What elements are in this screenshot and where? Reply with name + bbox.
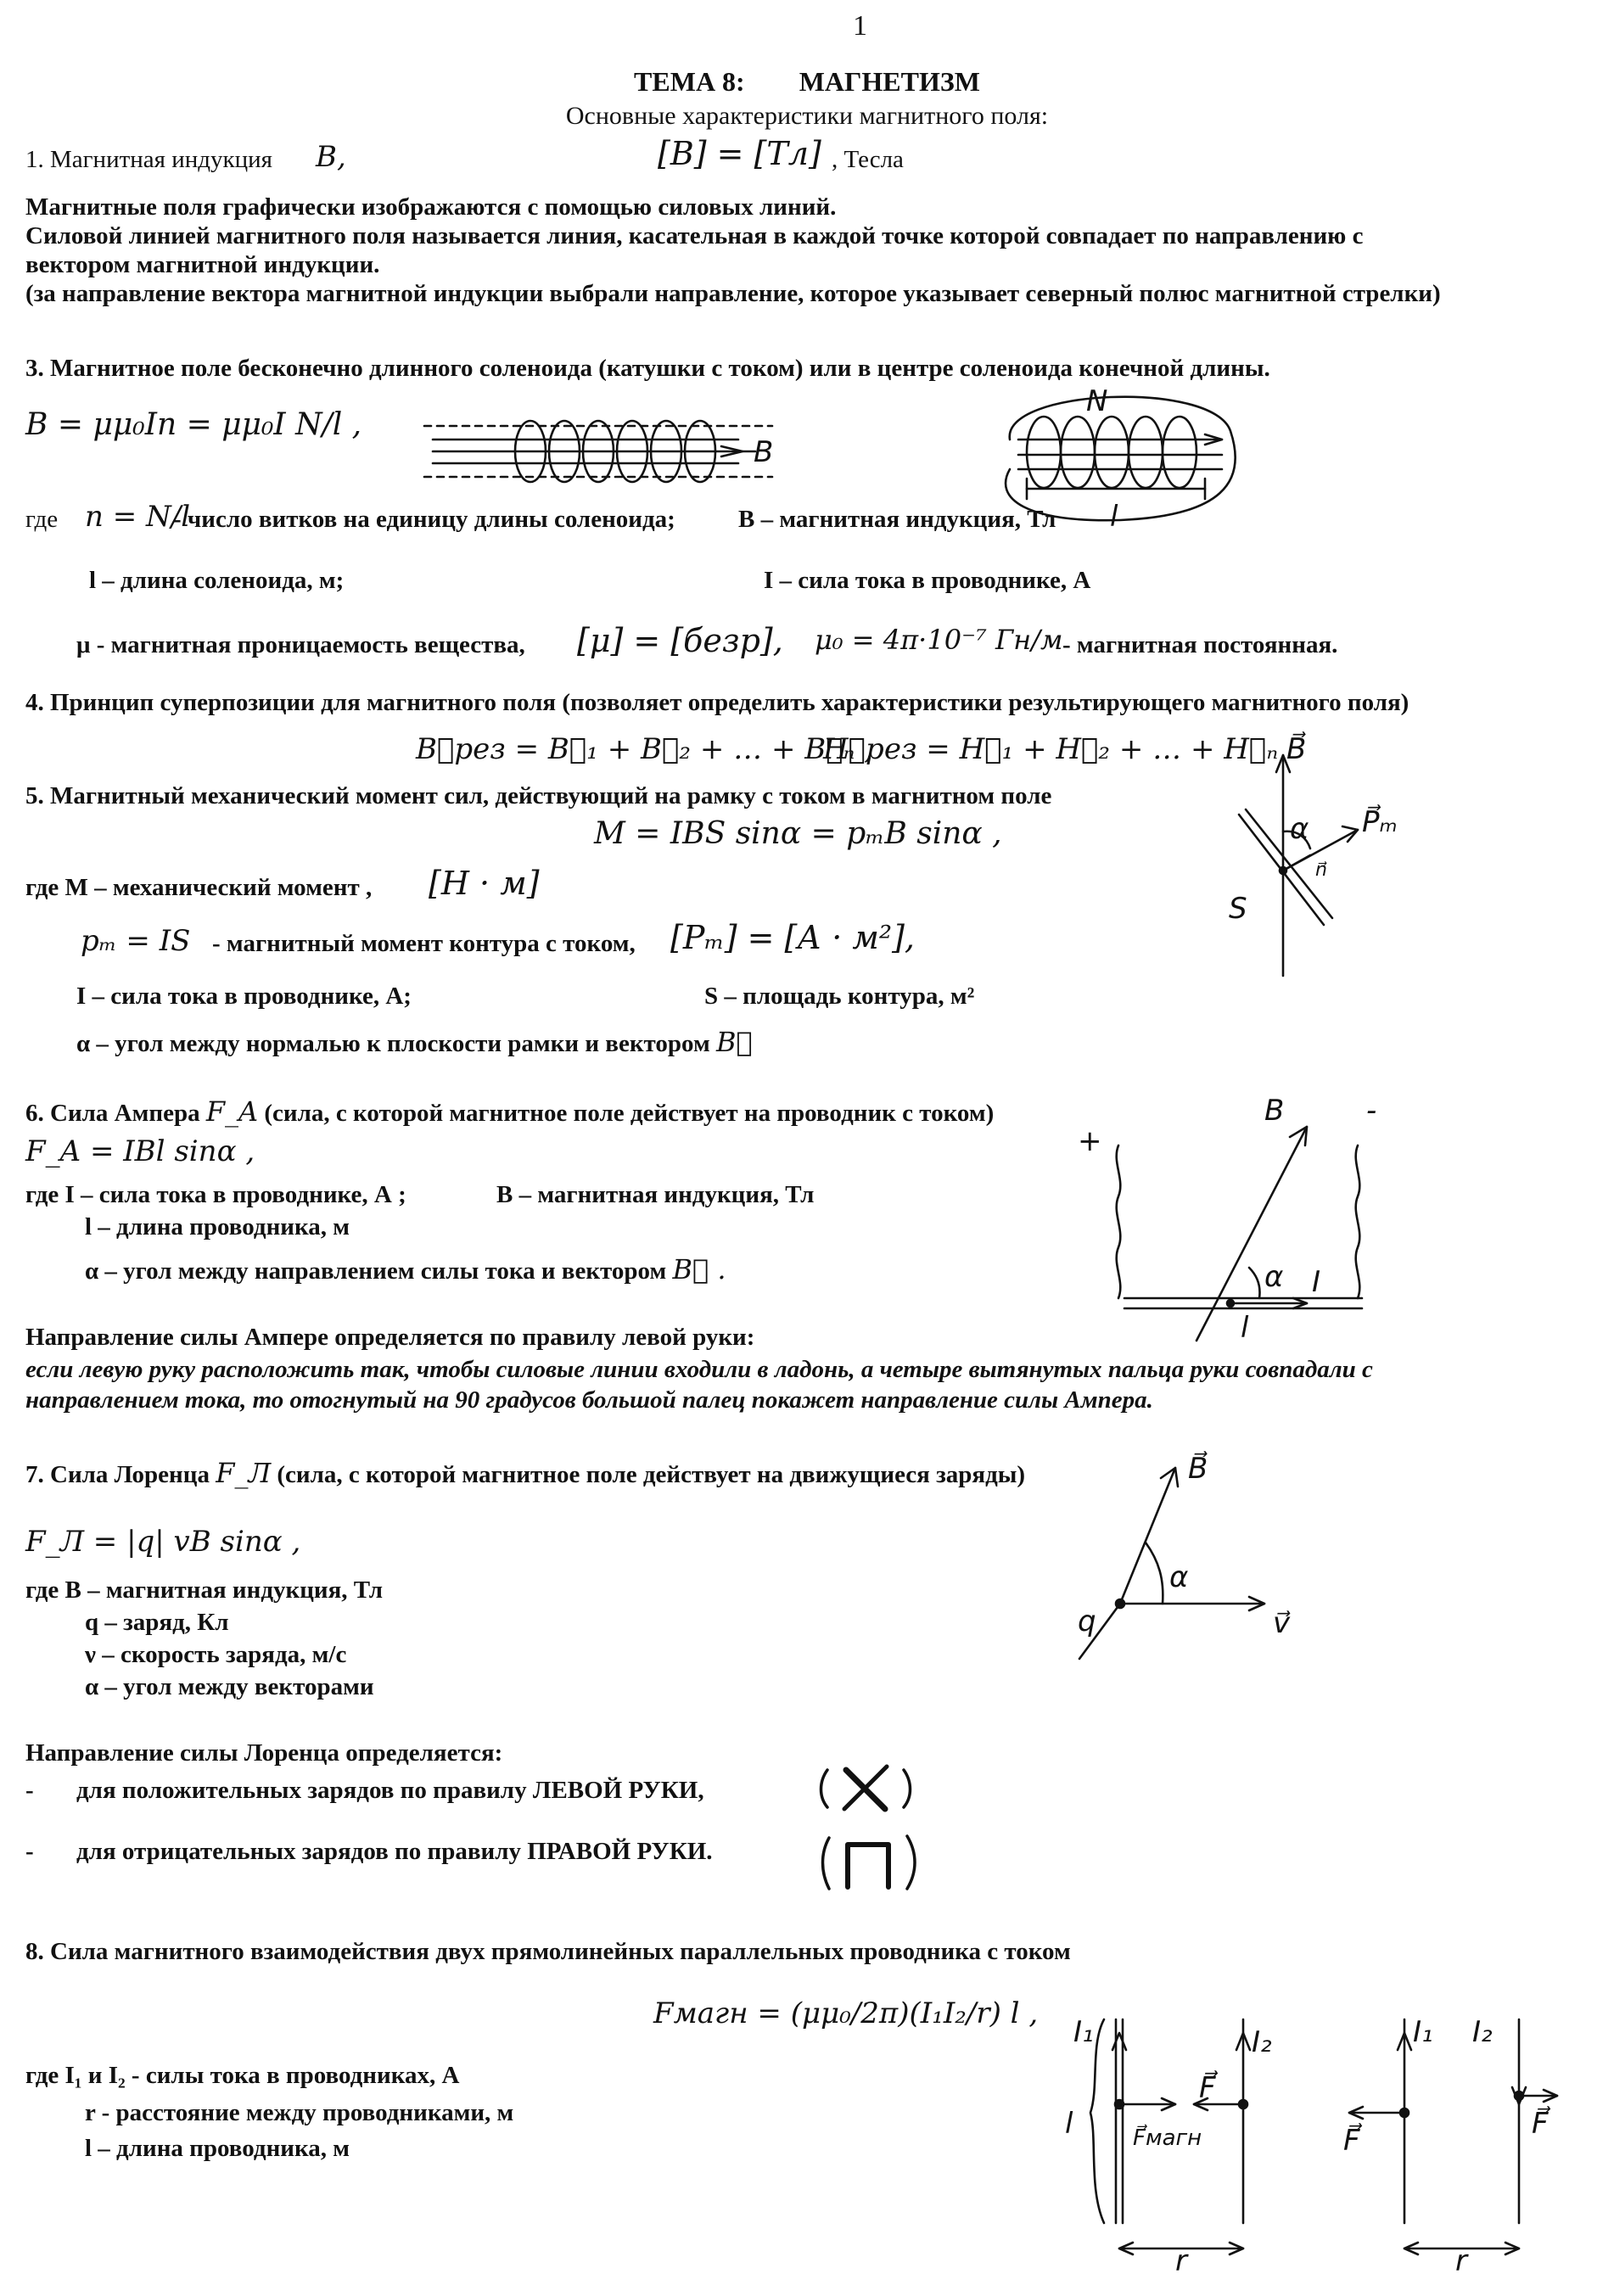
s6-heading-sym: F_A <box>205 1095 259 1128</box>
conductor2-f-left-label: F⃗ <box>1343 2124 1360 2158</box>
conductor1-i1-label: I₁ <box>1073 2015 1094 2049</box>
conductor1-l-label: l <box>1065 2107 1073 2141</box>
s5-s-def: S – площадь контура, м² <box>704 983 975 1010</box>
lorentz-q-label: q <box>1078 1604 1096 1638</box>
s6-heading-b: (сила, с которой магнитное поле действует на проводник с током) <box>264 1100 995 1127</box>
s3-b-def: B – магнитная индукция, Тл <box>738 506 1056 533</box>
s1-line1: Магнитные поля графически изображаются с помощью силовых линий. <box>25 193 837 221</box>
s1-line2-bold: Силовой линией <box>25 222 210 249</box>
conductor1-f-label: F⃗ <box>1199 2071 1216 2105</box>
lorentz-v-label: v⃗ <box>1273 1606 1291 1640</box>
finite-solenoid-n-label: N <box>1086 384 1108 418</box>
s3-n-text: - число витков на единицу длины соленоида; <box>173 506 675 533</box>
s6-heading-a: 6. Сила Ампера <box>25 1100 200 1127</box>
s7-heading-b: (сила, с которой магнитное поле действует на движущиеся заряды) <box>277 1461 1026 1488</box>
s1-symbol: B, <box>316 140 346 174</box>
s5-heading: 5. Магнитный механический момент сил, действующий на рамку с током в магнитном поле <box>25 782 1052 809</box>
conductor2-i2-label: I₂ <box>1472 2015 1493 2049</box>
s5-alpha-vec: B⃗ <box>715 1026 753 1058</box>
s5-m-def: где M – механический момент , <box>25 874 373 901</box>
s5-i-def: I – сила тока в проводнике, А; <box>76 983 412 1010</box>
s3-formula: B = μμ₀In = μμ₀I N/l , <box>25 407 362 442</box>
s6-rule-line2: направлением тока, то отогнутый на 90 градусов большой палец покажет направление силы Ампера. <box>25 1386 1153 1414</box>
s1-line4: (за направление вектора магнитной индукции выбрали направление, которое указывает северный полюс магнитной стрелки) <box>25 280 1441 307</box>
s6-alpha-text: α – угол между направлением силы тока и вектором <box>85 1257 667 1285</box>
conductor2-f-right-label: F⃗ <box>1532 2107 1549 2141</box>
s5-m-unit: [Н · м] <box>429 865 540 902</box>
s7-rule-neg: для отрицательных зарядов по правилу ПРАВОЙ РУКИ. <box>76 1838 713 1865</box>
s6-l-def: l – длина проводника, м <box>85 1213 350 1240</box>
right-hand-bracket-icon <box>819 1821 921 1897</box>
page-number: 1 <box>853 10 867 42</box>
s4-formula-b: B⃗рез = B⃗₁ + B⃗₂ + … + B⃗ₙ , <box>416 732 874 766</box>
conductor2-r-label: r <box>1455 2244 1467 2278</box>
s4-formula-h: H⃗рез = H⃗₁ + H⃗₂ + … + H⃗ₙ <box>823 732 1279 766</box>
lorentz-force-sketch <box>1061 1442 1341 1663</box>
s5-pm-formula: pₘ = IS <box>81 924 191 958</box>
topic-name: МАГНЕТИЗМ <box>799 66 980 97</box>
s6-rule-title: Направление силы Ампере определяется по правилу левой руки: <box>25 1324 755 1351</box>
s3-mu0-formula: μ₀ = 4π·10⁻⁷ Гн/м <box>815 624 1063 656</box>
s8-formula: Fмагн = (μμ₀/2π)(I₁I₂/r) l , <box>653 1996 1039 2030</box>
torque-n-label: n⃗ <box>1315 860 1327 881</box>
s3-mu-unit: [μ] = [безр], <box>577 622 783 659</box>
s5-formula: M = IBS sinα = pₘB sinα , <box>594 816 1002 851</box>
s7-rule-pos: для положительных зарядов по правилу ЛЕВОЙ РУКИ, <box>76 1777 704 1804</box>
s4-heading: 4. Принцип суперпозиции для магнитного поля (позволяет определить характеристики результирующего магнитного поля) <box>25 689 1409 716</box>
s5-pm-unit: [Pₘ] = [А · м²], <box>670 919 916 956</box>
s1-line2 <box>25 222 1363 250</box>
s5-pm-text: - магнитный момент контура с током, <box>212 930 636 957</box>
s3-l-def: l – длина соленоида, м; <box>89 567 345 594</box>
ampere-force-sketch <box>1061 1095 1434 1349</box>
torque-s-label: S <box>1229 892 1247 926</box>
s5-alpha-def <box>76 1027 753 1058</box>
s3-i-def: I – сила тока в проводнике, А <box>764 567 1091 594</box>
conductor1-r-label: r <box>1175 2244 1187 2278</box>
s6-heading <box>25 1096 994 1128</box>
s7-q-def: q – заряд, Кл <box>85 1609 229 1636</box>
s7-alpha-def: α – угол между векторами <box>85 1673 374 1700</box>
solenoid-field-sketch <box>416 399 789 492</box>
s7-heading-a: 7. Сила Лоренца <box>25 1461 210 1488</box>
s6-i-def: где I – сила тока в проводнике, А ; <box>25 1181 406 1208</box>
s7-heading <box>25 1458 1025 1489</box>
torque-alpha-label: α <box>1290 812 1309 846</box>
s1-label: 1. Магнитная индукция <box>25 146 273 173</box>
ampere-b-label: B <box>1264 1094 1285 1128</box>
s3-where: где <box>25 506 59 533</box>
finite-solenoid-l-label: l <box>1110 500 1118 534</box>
s1-line2-rest: магнитного поля называется линия, касательная в каждой точке которой совпадает по направлению с <box>210 222 1364 249</box>
parallel-conductors-sketch <box>1048 2002 1549 2278</box>
s1-unit-name: , Тесла <box>832 146 904 173</box>
left-hand-cross-icon <box>819 1755 912 1823</box>
s6-formula: F_A = IBl sinα , <box>25 1134 255 1168</box>
conductor1-fmagn-label: F⃗магн <box>1133 2125 1202 2151</box>
s3-heading: 3. Магнитное поле бесконечно длинного соленоида (катушки с током) или в центре соленоида конечной длины. <box>25 355 1270 382</box>
s7-v-def: ν – скорость заряда, м/с <box>85 1641 347 1668</box>
s1-unit-formula: [B] = [Тл] <box>658 135 821 172</box>
s7-b-def: где В – магнитная индукция, Тл <box>25 1576 383 1604</box>
page-title <box>0 66 1614 98</box>
conductor2-i1-label: I₁ <box>1413 2015 1433 2049</box>
s3-n-formula: n = N/l <box>85 500 191 534</box>
s6-rule-line1: если левую руку расположить так, чтобы силовые линии входили в ладонь, а четыре вытянутых пальца руки совпадали с <box>25 1356 1373 1383</box>
conductor1-i2-label: I₂ <box>1252 2025 1272 2059</box>
s8-l-def: l – длина проводника, м <box>85 2135 350 2162</box>
topic-label: ТЕМА 8: <box>634 66 745 97</box>
s7-formula: F_Л = |q| vB sinα , <box>25 1525 301 1559</box>
ampere-i-label: I <box>1312 1265 1321 1299</box>
s7-heading-sym: F_Л <box>216 1457 272 1489</box>
torque-pm-label: P⃗ₘ <box>1362 805 1398 839</box>
ampere-minus-label: - <box>1366 1094 1377 1128</box>
s8-r-def: r - расстояние между проводниками, м <box>85 2099 514 2126</box>
s6-alpha-vec: B⃗ . <box>672 1253 726 1285</box>
ampere-plus-label: + <box>1078 1124 1102 1158</box>
lorentz-b-label: B⃗ <box>1188 1452 1208 1486</box>
frame-torque-sketch <box>1205 730 1409 984</box>
s1-line3: вектором магнитной индукции. <box>25 251 380 278</box>
torque-b-label: B⃗ <box>1286 732 1307 766</box>
s3-mu-def: μ - магнитная проницаемость вещества, <box>76 631 525 658</box>
s6-b-def: В – магнитная индукция, Тл <box>496 1181 815 1208</box>
s7-rule-title: Направление силы Лоренца определяется: <box>25 1739 503 1767</box>
s7-rule-neg-dash: - <box>25 1838 34 1865</box>
s6-alpha-def <box>85 1254 726 1285</box>
s5-alpha-text: α – угол между нормалью к плоскости рамки и вектором <box>76 1030 710 1057</box>
lorentz-alpha-label: α <box>1169 1560 1189 1594</box>
s8-i-def: где I₁ и I₂ - силы тока в проводниках, А <box>25 2062 460 2089</box>
solenoid-b-label: B <box>754 435 774 469</box>
s8-heading: 8. Сила магнитного взаимодействия двух прямолинейных параллельных проводника с током <box>25 1938 1071 1965</box>
page-subtitle: Основные характеристики магнитного поля: <box>565 102 1049 130</box>
ampere-alpha-label: α <box>1264 1260 1284 1294</box>
s7-rule-pos-dash: - <box>25 1777 34 1804</box>
ampere-l-label: l <box>1241 1311 1249 1345</box>
s3-mu0-text: - магнитная постоянная. <box>1062 631 1338 658</box>
